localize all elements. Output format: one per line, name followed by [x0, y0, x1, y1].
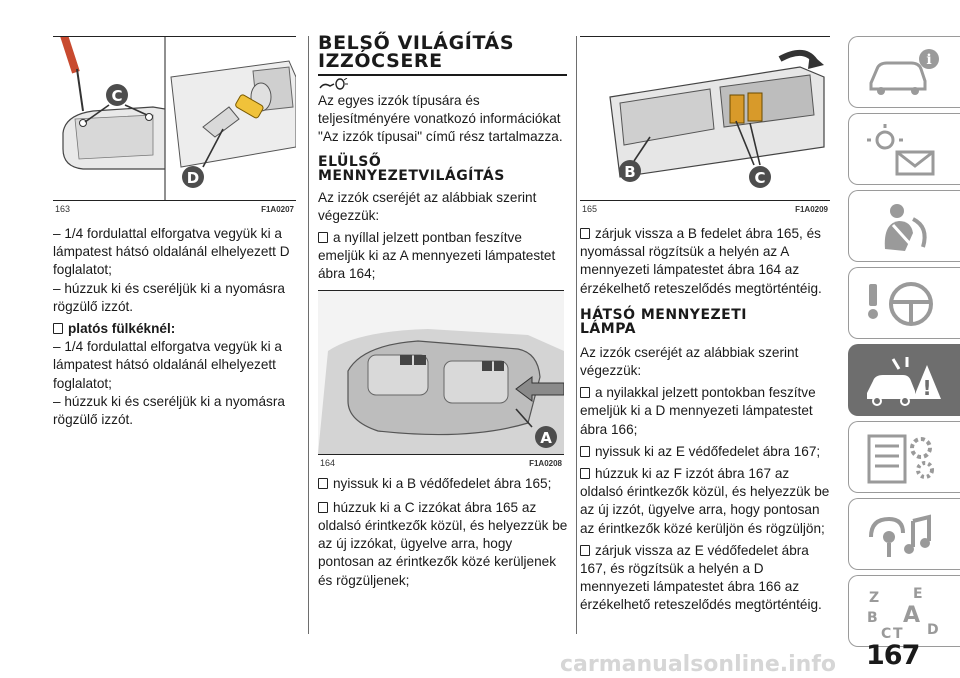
figure-164-code: F1A0208 — [529, 458, 562, 468]
tab-safety[interactable] — [848, 190, 960, 262]
figure-163-illustration — [53, 37, 296, 200]
col2-para-1: Az izzók cseréjét az alábbiak szerint végezzük: — [318, 189, 537, 223]
column-1 — [53, 0, 298, 429]
screwdriver-handle — [60, 37, 80, 73]
emergency-icon — [863, 353, 943, 409]
col3-para-1: Az izzók cseréjét az alábbiak szerint végezzük: — [580, 344, 799, 379]
col1-paragraph-5: – húzzuk ki és cseréljük ki a nyomásra rögzülő izzót. — [53, 393, 285, 428]
driving-icon — [863, 276, 943, 332]
car-info-icon — [863, 45, 943, 101]
tab-emergency[interactable] — [848, 344, 960, 416]
page-number: 167 — [866, 640, 920, 671]
tab-warning-lights[interactable] — [848, 113, 960, 185]
svg-text:i: i — [926, 52, 932, 68]
tab-car-info[interactable] — [848, 36, 960, 108]
tab-index[interactable] — [848, 575, 960, 647]
col2-bullet-1: a nyíllal jelzett pontban feszítve emeljük ki az A mennyezeti lámpatestet ábra 164; — [318, 229, 568, 284]
figure-163-number: 163 — [55, 204, 71, 214]
index-letter-d: D — [927, 622, 939, 638]
col3-bullet-1: zárjuk vissza a B fedelet ábra 165, és nyomással rögzítsük a helyén az A mennyezeti lámpatestet ábra 164 az érzékelhető reteszelődés megtörténtéig. — [580, 225, 830, 298]
maintenance-icon — [863, 430, 943, 486]
figure-164-number: 164 — [320, 457, 336, 468]
section-title-line-1: BELSŐ VILÁGÍTÁS — [318, 32, 515, 54]
figure-165-number: 165 — [582, 204, 598, 214]
chapter-sidebar — [848, 36, 960, 652]
figure-164 — [318, 290, 564, 468]
col2-bullet-2: nyissuk ki a B védőfedelet ábra 165; — [318, 475, 568, 493]
figure-163-label-d: D — [186, 169, 200, 187]
index-letter-b: B — [867, 610, 878, 626]
subsection-title-line-2: MENNYEZETVILÁGÍTÁS — [318, 167, 505, 184]
column-2 — [318, 0, 568, 590]
figure-163-code: F1A0207 — [261, 205, 294, 214]
rear-section-title-line-1: HÁTSÓ MENNYEZETI — [580, 306, 747, 323]
col1-paragraph-3: platós fülkéknél: — [53, 320, 298, 338]
col1-paragraph-1: – 1/4 fordulattal elforgatva vegyük ki a lámpatest hátsó oldalánál elhelyezett D foglalatot; — [53, 226, 290, 278]
column-divider-1 — [308, 36, 309, 634]
figure-165-illustration — [580, 37, 830, 200]
tab-multimedia[interactable] — [848, 498, 960, 570]
section-title-line-2: IZZÓCSERE — [318, 50, 443, 72]
figure-165 — [580, 36, 830, 214]
svg-text:!: ! — [922, 376, 932, 400]
col3-bullet-3: nyissuk ki az E védőfedelet ábra 167; — [580, 443, 830, 461]
index-letter-z: Z — [869, 590, 880, 606]
subsection-title-line-1: ELÜLSŐ — [318, 153, 382, 170]
col3-bullet-2: a nyilakkal jelzett pontokban feszítve emeljük ki a D mennyezeti lámpatestet ábra 166; — [580, 384, 830, 439]
column-3 — [580, 0, 830, 615]
column-divider-2 — [576, 36, 577, 634]
rear-section-title-line-2: LÁMPA — [580, 320, 636, 337]
col3-bullet-5: zárjuk vissza az E védőfedelet ábra 167, és rögzítsük a helyén a D mennyezeti lámpatestet ábra 166 az érzékelhető reteszelődés megtörténtéig. — [580, 542, 830, 615]
figure-165-label-c: C — [754, 169, 766, 187]
col1-paragraph-4: – 1/4 fordulattal elforgatva vegyük ki a lámpatest hátsó oldalánál elhelyezett foglalatot; — [53, 339, 282, 391]
index-letter-a: A — [903, 603, 921, 628]
safety-icon — [863, 199, 943, 255]
index-letter-e: E — [913, 586, 923, 602]
tab-driving[interactable] — [848, 267, 960, 339]
multimedia-icon — [863, 507, 943, 563]
col1-paragraph-2: – húzzuk ki és cseréljük ki a nyomásra rögzülő izzót. — [53, 280, 285, 314]
figure-164-illustration — [318, 291, 564, 454]
figure-163-label-c: C — [111, 87, 123, 105]
col2-intro: Az egyes izzók típusára és teljesítményére vonatkozó információkat "Az izzók típusai" című rész tartalmazza. — [318, 93, 563, 145]
title-underline — [318, 74, 567, 76]
bulb-hand-icon — [318, 78, 348, 92]
col2-bullet-3: húzzuk ki a C izzókat ábra 165 az oldalsó érintkezők közül, és helyezzük be az új izzókat, ügyelve arra, hogy pontosan az érintkezők közé kerüljenek és rögzüljenek; — [318, 499, 568, 590]
figure-164-label-a: A — [540, 428, 552, 447]
figure-163 — [53, 36, 296, 214]
col3-bullet-4: húzzuk ki az F izzót ábra 167 az oldalsó érintkezők közül, és helyezzük be az új izzót, ügyelve arra, hogy pontosan az érintkezők közé kerüljön és rögzüljön; — [580, 465, 830, 538]
watermark: carmanualsonline.info — [560, 652, 836, 677]
tab-maintenance[interactable] — [848, 421, 960, 493]
figure-165-label-b: B — [624, 163, 636, 181]
index-icon — [863, 584, 943, 640]
index-letter-t: T — [893, 626, 903, 640]
index-letter-c: C — [881, 626, 892, 640]
warning-lights-icon — [863, 122, 943, 178]
figure-165-code: F1A0209 — [795, 205, 828, 214]
